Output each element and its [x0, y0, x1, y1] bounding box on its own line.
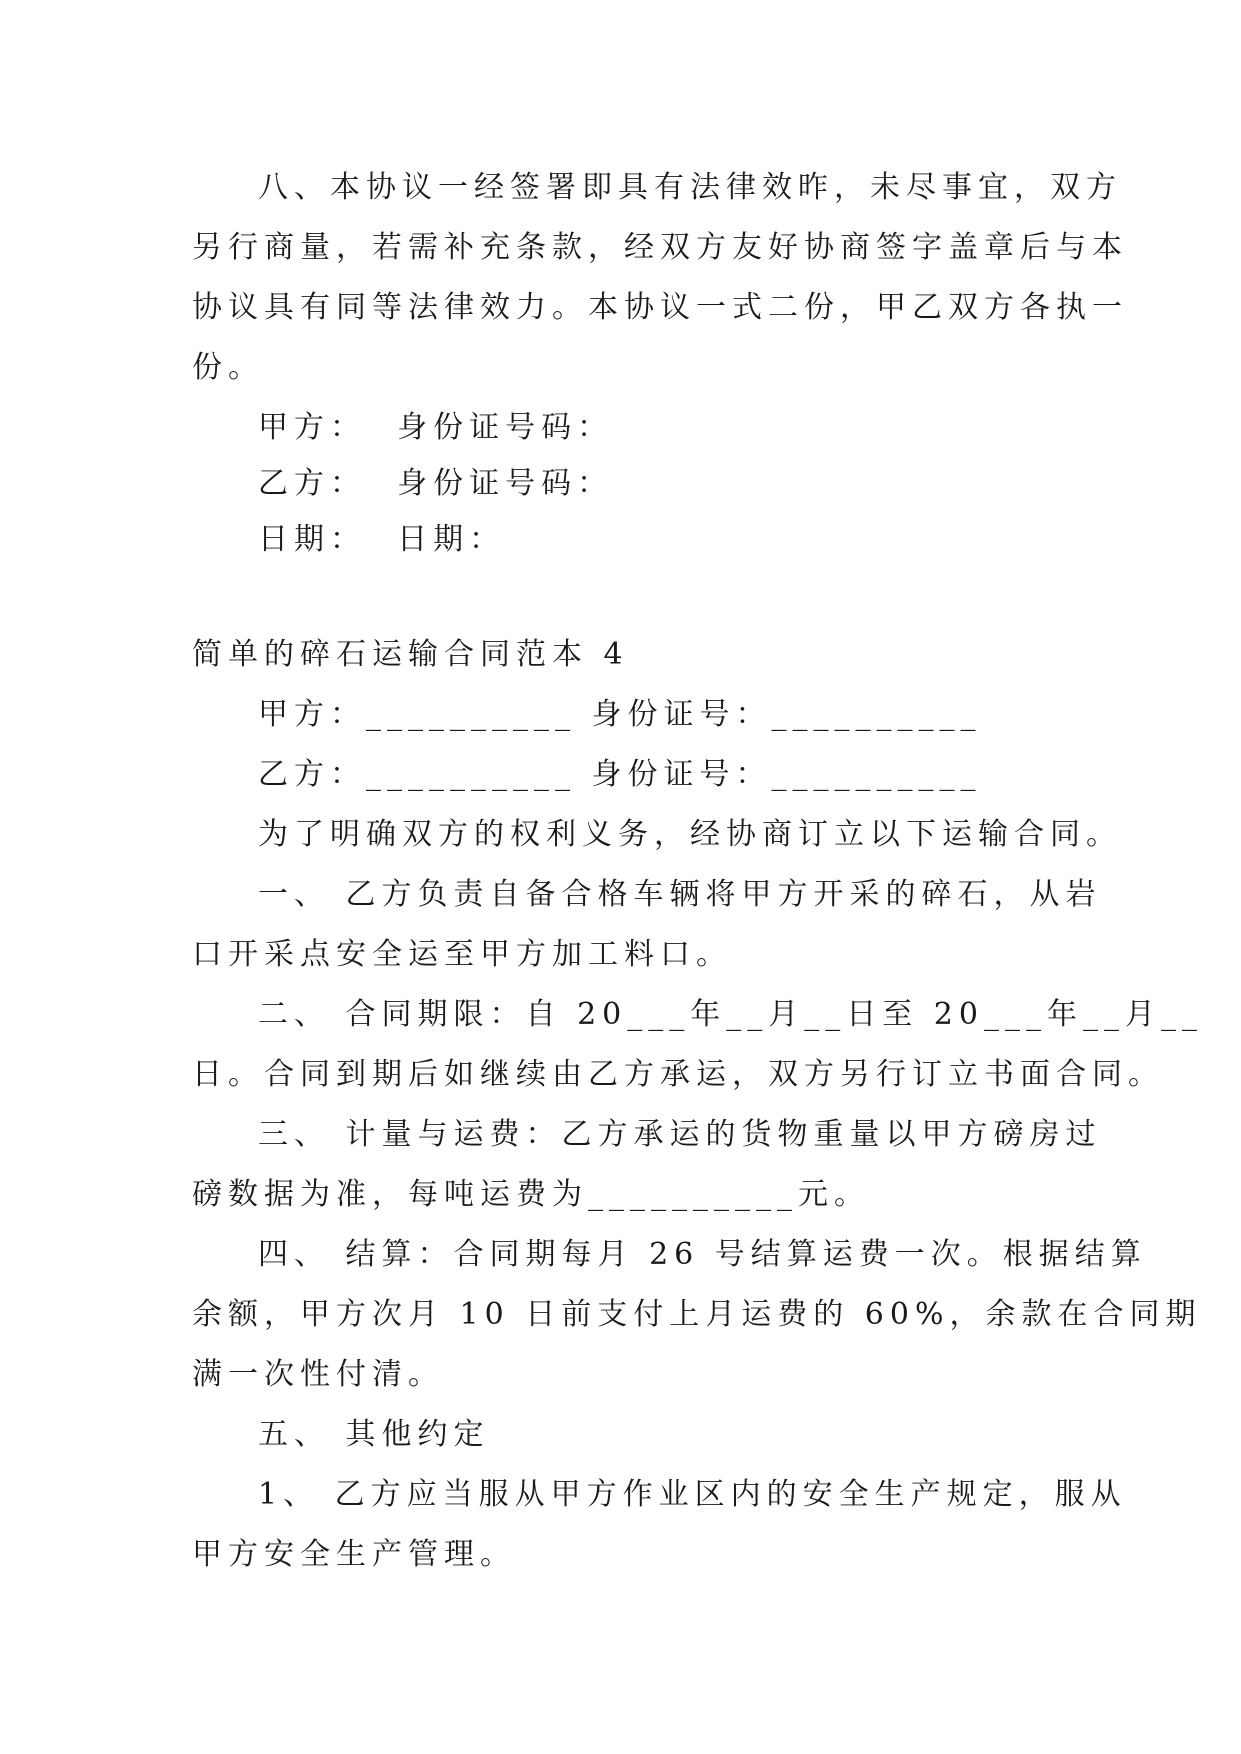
- clause-4-line-1: 四、 结算：合同期每月 26 号结算运费一次。根据结算: [258, 1237, 1147, 1272]
- clause-8-line-1: 八、本协议一经签署即具有法律效昨，未尽事宜，双方: [258, 170, 1122, 205]
- clause-1-line-1: 一、 乙方负责自备合格车辆将甲方开采的碎石，从岩: [258, 877, 1102, 912]
- clause-8-line-3: 协议具有同等法律效力。本协议一式二份，甲乙双方各执一: [192, 290, 1128, 325]
- document-heading: 简单的碎石运输合同范本 4: [192, 637, 629, 672]
- preamble-line: 为了明确双方的权利义务，经协商订立以下运输合同。: [258, 817, 1122, 852]
- clause-5-1-line-1: 1、 乙方应当服从甲方作业区内的安全生产规定，服从: [258, 1477, 1127, 1512]
- clause-8-line-4: 份。: [192, 350, 264, 385]
- date-signature-line: 日期： 日期：: [258, 522, 506, 557]
- clause-5-heading: 五、 其他约定: [258, 1417, 490, 1452]
- clause-5-1-line-2: 甲方安全生产管理。: [192, 1537, 516, 1572]
- clause-3-line-2: 磅数据为准，每吨运费为__________元。: [192, 1177, 870, 1212]
- party-b-signature-line: 乙方： 身份证号码：: [258, 466, 614, 501]
- party-a-info-line: 甲方：__________ 身份证号：__________: [258, 697, 982, 732]
- party-a-signature-line: 甲方： 身份证号码：: [258, 410, 614, 445]
- party-b-info-line: 乙方：__________ 身份证号：__________: [258, 757, 982, 792]
- clause-4-line-2: 余额，甲方次月 10 日前支付上月运费的 60%，余款在合同期: [192, 1297, 1202, 1332]
- clause-2-line-2: 日。合同到期后如继续由乙方承运，双方另行订立书面合同。: [192, 1057, 1164, 1092]
- clause-3-line-1: 三、 计量与运费：乙方承运的货物重量以甲方磅房过: [258, 1117, 1102, 1152]
- clause-1-line-2: 口开采点安全运至甲方加工料口。: [192, 937, 732, 972]
- clause-2-line-1: 二、 合同期限：自 20___年__月__日至 20___年__月__: [258, 997, 1203, 1032]
- clause-4-line-3: 满一次性付清。: [192, 1357, 444, 1392]
- clause-8-line-2: 另行商量，若需补充条款，经双方友好协商签字盖章后与本: [192, 230, 1128, 265]
